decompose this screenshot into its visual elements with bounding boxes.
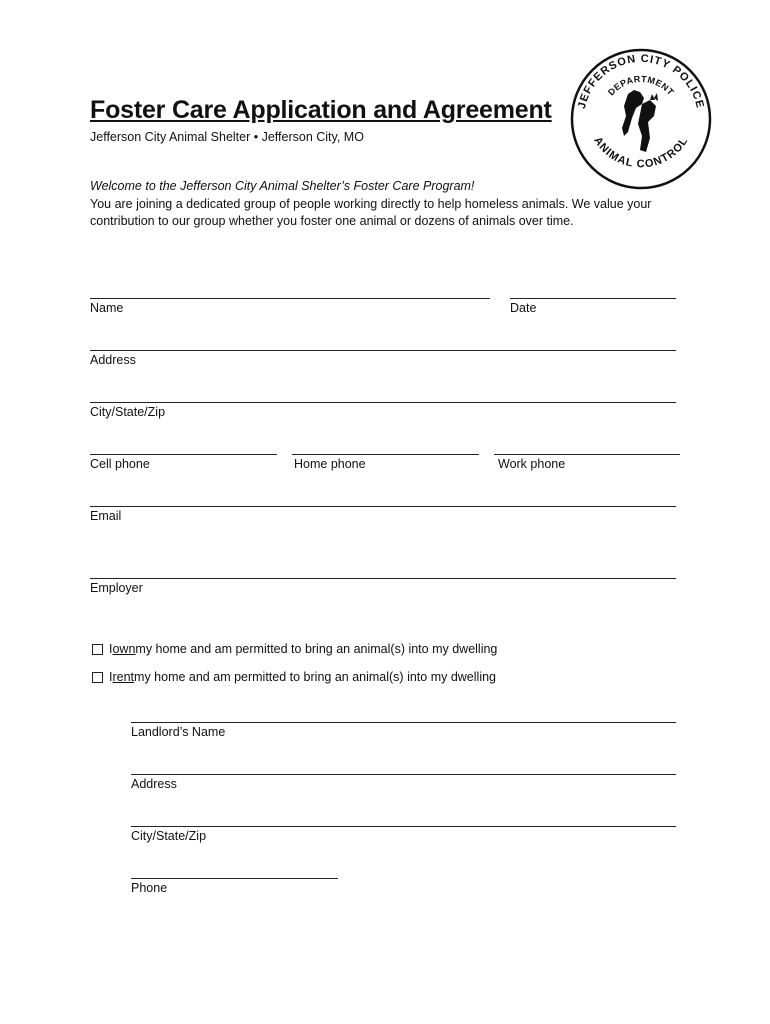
seal-bottom-text: ANIMAL CONTROL (591, 134, 691, 171)
landlord-address-label: Address (131, 777, 177, 791)
rent-prefix: I (109, 670, 113, 684)
own-home-checkbox[interactable] (92, 644, 103, 655)
rent-home-checkbox[interactable] (92, 672, 103, 683)
employer-label: Employer (90, 581, 143, 595)
cell-phone-field[interactable] (90, 454, 277, 455)
landlord-name-field[interactable] (131, 722, 676, 723)
landlord-address-field[interactable] (131, 774, 676, 775)
landlord-city-state-zip-label: City/State/Zip (131, 829, 207, 843)
email-label: Email (90, 509, 122, 523)
work-phone-field[interactable] (494, 454, 680, 455)
seal-middle-text: DEPARTMENT (605, 73, 677, 98)
intro-paragraph (90, 178, 680, 231)
landlord-name-label: Landlord’s Name (131, 725, 226, 739)
own-home-option (92, 642, 497, 656)
intro-body: You are joining a dedicated group of people working directly to help homeless animals. We value your contribution to our group whether you foster one animal or dozens of animals over time. (90, 196, 652, 228)
landlord-phone-field[interactable] (131, 878, 338, 879)
own-suffix: my home and am permitted to bring an animal(s) into my dwelling (135, 642, 498, 656)
name-field[interactable] (90, 298, 490, 299)
dog-and-cat-silhouette-icon (622, 90, 658, 152)
svg-text:ANIMAL CONTROL (591, 135, 690, 170)
home-phone-label: Home phone (294, 457, 366, 471)
landlord-phone-label: Phone (131, 881, 168, 895)
cell-phone-label: Cell phone (90, 457, 150, 471)
city-state-zip-field[interactable] (90, 402, 676, 403)
landlord-city-state-zip-field[interactable] (131, 826, 676, 827)
employer-field[interactable] (90, 578, 676, 579)
animal-control-seal-logo (570, 48, 712, 190)
date-field[interactable] (510, 298, 676, 299)
rent-suffix: my home and am permitted to bring an animal(s) into my dwelling (134, 670, 496, 684)
work-phone-label: Work phone (498, 457, 566, 471)
seal-top-text: JEFFERSON CITY POLICE (575, 52, 707, 110)
page-subtitle: Jefferson City Animal Shelter • Jefferson City, MO (90, 130, 364, 144)
own-word: own (112, 642, 136, 656)
rent-word: rent (112, 670, 135, 684)
date-label: Date (510, 301, 537, 315)
own-prefix: I (109, 642, 113, 656)
intro-lead: Welcome to the Jefferson City Animal Shelter’s Foster Care Program! (90, 179, 475, 193)
name-label: Name (90, 301, 124, 315)
city-state-zip-label: City/State/Zip (90, 405, 166, 419)
rent-home-option (92, 670, 496, 684)
address-field[interactable] (90, 350, 676, 351)
home-phone-field[interactable] (292, 454, 479, 455)
page-title: Foster Care Application and Agreement (90, 96, 552, 124)
address-label: Address (90, 353, 136, 367)
email-field[interactable] (90, 506, 676, 507)
